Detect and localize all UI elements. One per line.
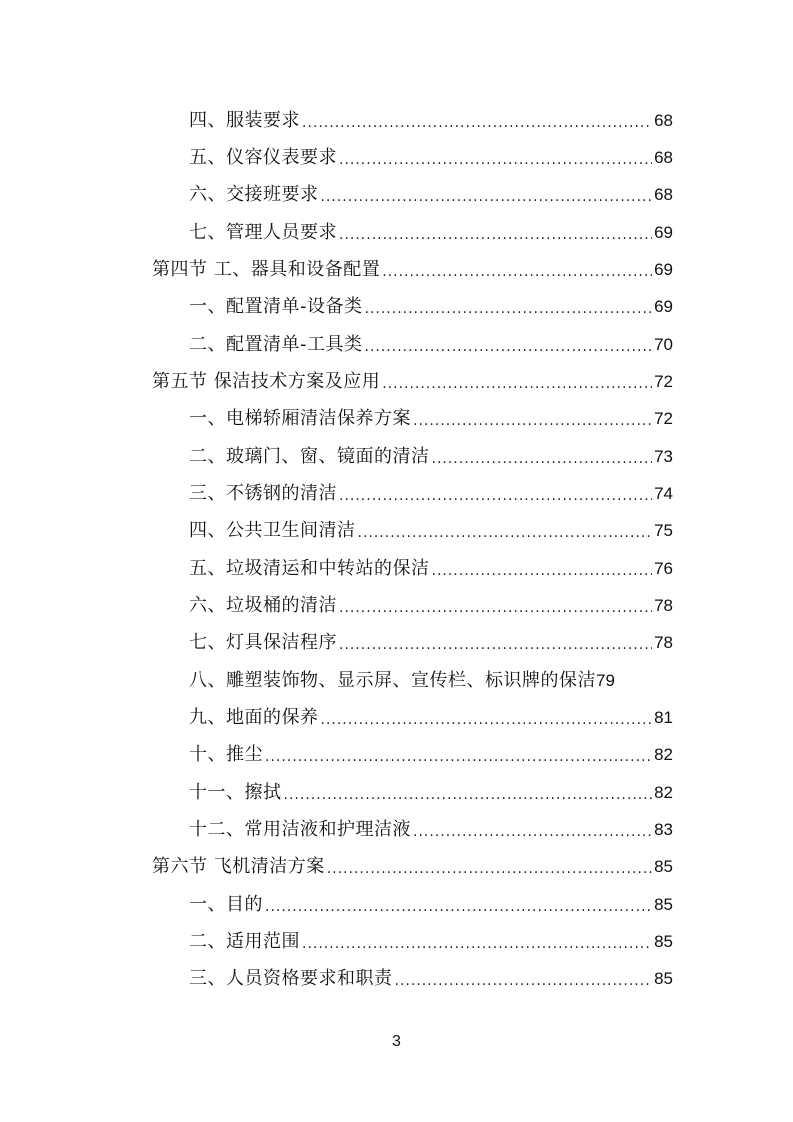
toc-entry-page: 69 <box>654 260 673 279</box>
toc-entry-page: 73 <box>654 447 673 466</box>
toc-entry-page: 69 <box>654 297 673 316</box>
toc-entry[interactable] <box>189 589 673 617</box>
toc-section-entry[interactable] <box>152 253 673 281</box>
toc-entry-label: 一、目的 <box>189 894 263 915</box>
toc-entry-label: 七、管理人员要求 <box>189 222 337 243</box>
dot-leader <box>302 114 652 132</box>
toc-entry-page: 85 <box>654 932 673 951</box>
dot-leader <box>413 823 652 841</box>
toc-entry-label: 五、垃圾清运和中转站的保洁 <box>189 558 430 579</box>
dot-leader <box>365 338 653 356</box>
toc-entry-label: 四、服装要求 <box>189 110 300 131</box>
toc-entry-label: 二、配置清单-工具类 <box>189 334 363 355</box>
toc-entry-label: 十、推尘 <box>189 744 263 765</box>
toc-entry-label: 九、地面的保养 <box>189 707 319 728</box>
dot-leader <box>365 300 653 318</box>
toc-entry[interactable] <box>189 701 673 729</box>
dot-leader <box>413 412 652 430</box>
toc-entry-page: 75 <box>654 521 673 540</box>
dot-leader <box>382 263 652 281</box>
dot-leader <box>382 375 652 393</box>
toc-entry[interactable] <box>189 402 673 430</box>
toc-entry-label: 三、不锈钢的清洁 <box>189 483 337 504</box>
toc-entry-page: 81 <box>654 708 673 727</box>
toc-entry-label: 六、交接班要求 <box>189 184 319 205</box>
toc-entry-label: 第五节 保洁技术方案及应用 <box>152 371 381 392</box>
toc-entry[interactable] <box>189 738 673 766</box>
toc-entry[interactable] <box>189 178 673 206</box>
toc-entry[interactable] <box>189 888 673 916</box>
toc-entry[interactable] <box>189 104 673 132</box>
dot-leader <box>321 711 653 729</box>
toc-entry-label: 八、雕塑装饰物、显示屏、宣传栏、标识牌的保洁 <box>189 670 596 691</box>
toc-entry-label: 一、配置清单-设备类 <box>189 296 363 317</box>
toc-entry[interactable] <box>189 477 673 505</box>
dot-leader <box>265 748 652 766</box>
dot-leader <box>339 226 652 244</box>
toc-entry[interactable] <box>189 514 673 542</box>
toc-section-entry[interactable] <box>152 365 673 393</box>
toc-entry[interactable] <box>189 776 673 804</box>
toc-entry[interactable] <box>189 813 673 841</box>
toc-entry-page: 69 <box>654 223 673 242</box>
dot-leader <box>327 860 652 878</box>
toc-entry-page: 82 <box>654 783 673 802</box>
toc-entry-label: 十二、常用洁液和护理洁液 <box>189 819 411 840</box>
toc-entry[interactable] <box>189 440 673 468</box>
toc-entry-label: 第四节 工、器具和设备配置 <box>152 259 381 280</box>
toc-entry-page: 79 <box>596 671 615 690</box>
toc-entry-page: 78 <box>654 633 673 652</box>
toc-entry-page: 70 <box>654 335 673 354</box>
toc-entry-label: 一、电梯轿厢清洁保养方案 <box>189 408 411 429</box>
toc-section-entry[interactable] <box>152 850 673 878</box>
toc-entry-page: 85 <box>654 969 673 988</box>
page-number: 3 <box>392 1033 401 1050</box>
toc-entry-page: 72 <box>654 372 673 391</box>
dot-leader <box>321 188 653 206</box>
toc-entry[interactable] <box>189 626 673 654</box>
toc-entry-label: 二、适用范围 <box>189 931 300 952</box>
toc-entry-page: 74 <box>654 484 673 503</box>
toc-entry-page: 68 <box>654 148 673 167</box>
dot-leader <box>339 487 652 505</box>
toc-entry-label: 十一、擦拭 <box>189 782 282 803</box>
dot-leader <box>395 972 653 990</box>
dot-leader <box>302 935 652 953</box>
dot-leader <box>284 786 653 804</box>
toc-entry-label: 第六节 飞机清洁方案 <box>152 856 325 877</box>
toc-entry[interactable] <box>189 962 673 990</box>
toc-entry[interactable] <box>189 552 673 580</box>
toc-entry-label: 二、玻璃门、窗、镜面的清洁 <box>189 446 430 467</box>
toc-entry-page: 82 <box>654 745 673 764</box>
toc-entry-label: 七、灯具保洁程序 <box>189 632 337 653</box>
toc-entry[interactable] <box>189 141 673 169</box>
dot-leader <box>265 898 652 916</box>
toc-entry[interactable] <box>189 664 673 692</box>
toc-entry-page: 68 <box>654 111 673 130</box>
toc-entry-label: 六、垃圾桶的清洁 <box>189 595 337 616</box>
dot-leader <box>339 151 652 169</box>
toc-entry-page: 72 <box>654 409 673 428</box>
toc-entry-page: 76 <box>654 559 673 578</box>
dot-leader <box>339 599 652 617</box>
toc-entry-page: 68 <box>654 185 673 204</box>
toc-entry-page: 78 <box>654 596 673 615</box>
toc-entry-label: 三、人员资格要求和职责 <box>189 968 393 989</box>
dot-leader <box>432 562 653 580</box>
dot-leader <box>432 450 653 468</box>
toc-entry[interactable] <box>189 216 673 244</box>
toc-entry[interactable] <box>189 290 673 318</box>
toc-entry-label: 四、公共卫生间清洁 <box>189 520 356 541</box>
toc-entry[interactable] <box>189 925 673 953</box>
toc-entry-label: 五、仪容仪表要求 <box>189 147 337 168</box>
toc-entry-page: 85 <box>654 895 673 914</box>
toc-entry-page: 85 <box>654 857 673 876</box>
toc-entry-page: 83 <box>654 820 673 839</box>
dot-leader <box>358 524 653 542</box>
toc-entry[interactable] <box>189 328 673 356</box>
dot-leader <box>339 636 652 654</box>
